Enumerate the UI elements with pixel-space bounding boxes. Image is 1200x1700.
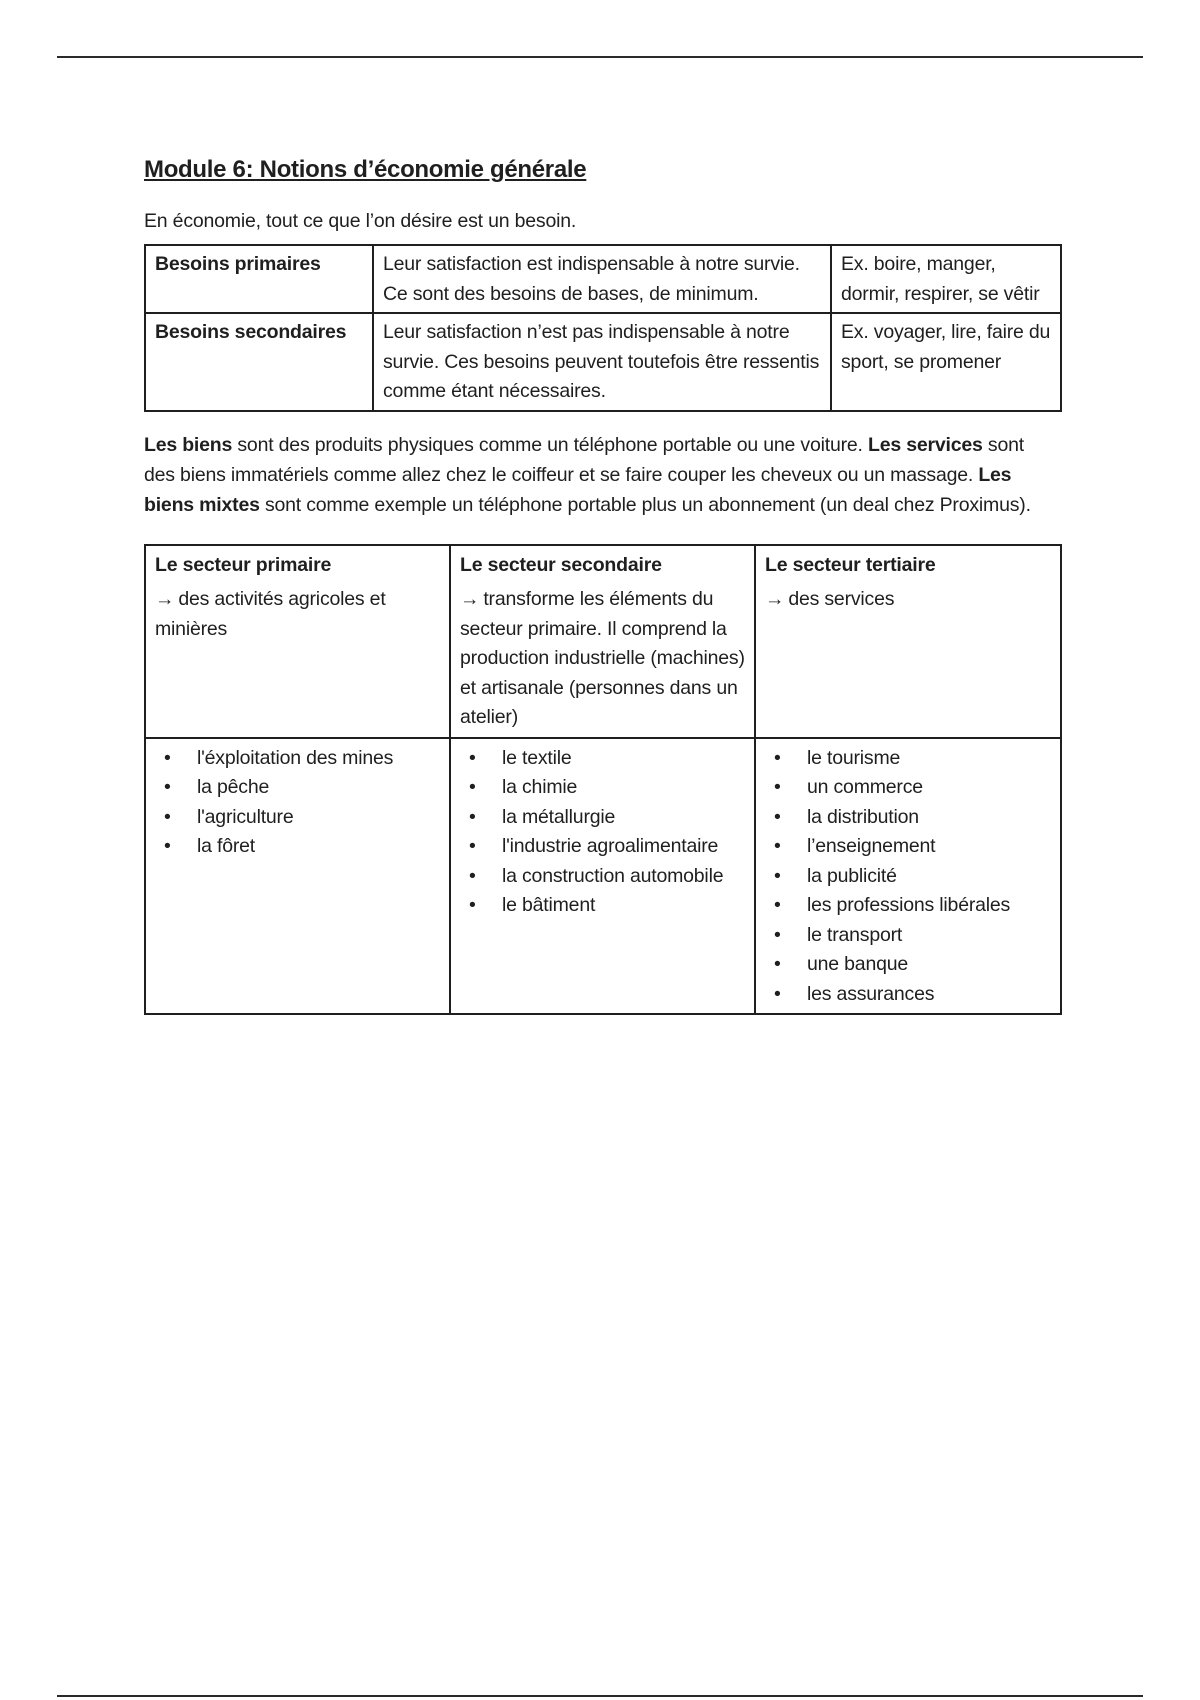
sector-header-cell [450,545,755,738]
list-item-text: une banque [807,953,909,975]
list-item-text: la métallurgie [502,805,616,828]
bullet-icon: • [774,864,781,887]
list-item [765,744,1052,774]
header-rule [57,56,1143,58]
sector-description [155,585,441,644]
bullet-icon: • [774,776,781,798]
bullet-icon: • [469,864,476,887]
sector-description-text: transforme les éléments du secteur primaire. Il comprend la production industrielle (machines) et artisanale (personnes dans un atelier) [460,588,745,728]
list-item-text: le transport [807,923,903,946]
list-item-text: le bâtiment [502,894,596,916]
list-item-text: la distribution [807,805,919,828]
sector-examples-cell [755,738,1061,1015]
footer-rule [57,1695,1143,1697]
sector-title: Le secteur secondaire [460,553,662,576]
document-body [144,156,1060,1015]
bullet-icon: • [774,982,781,1005]
services-text: sont des biens immatériels comme allez chez le coiffeur et se faire couper les cheveux ou un massage. [144,433,1024,486]
arrow-icon: → [765,588,785,610]
list-item [460,744,746,774]
list-item-text: la pêche [197,776,270,798]
list-item [765,921,1052,951]
sector-list [460,744,746,921]
sector-header-row [145,545,1061,738]
bullet-icon: • [774,894,781,916]
list-item [765,803,1052,833]
bullet-icon: • [469,805,476,828]
sector-list [765,744,1052,1010]
list-item-text: la construction automobile [502,864,724,887]
bullet-icon: • [774,746,781,769]
list-item-text: le textile [502,746,572,769]
mixed-goods-text: sont comme exemple un téléphone portable plus un abonnement (un deal chez Proximus). [259,493,1031,516]
sectors-table [144,544,1062,1016]
list-item [460,832,746,862]
intro-text: En économie, tout ce que l’on désire est un besoin. [144,210,577,232]
sector-examples-cell [450,738,755,1015]
sector-header-cell [145,545,450,738]
bullet-icon: • [164,805,171,828]
list-item-text: l'agriculture [197,805,294,828]
list-item [155,803,441,833]
bullet-icon: • [164,835,171,857]
list-item [765,773,1052,803]
term-biens-mixtes: Les biens mixtes [144,463,1012,516]
goods-paragraph [144,430,1060,520]
list-item-text: le tourisme [807,746,901,769]
term-biens: Les biens [144,433,233,456]
list-item-text: la publicité [807,864,897,887]
bullet-icon: • [774,953,781,975]
list-item [155,744,441,774]
list-item-text: un commerce [807,776,923,798]
term-services: Les services [867,433,983,456]
goods-text: sont des produits physiques comme un téléphone portable ou une voiture. [232,433,868,456]
bullet-icon: • [164,776,171,798]
needs-description: Leur satisfaction est indispensable à notre survie. Ce sont des besoins de bases, de minimum. [373,245,831,313]
list-item-text: l'industrie agroalimentaire [502,835,719,857]
needs-examples: Ex. voyager, lire, faire du sport, se promener [831,313,1061,411]
sector-examples-cell [145,738,450,1015]
list-item-text: les assurances [807,982,935,1005]
list-item [765,832,1052,862]
list-item [460,773,746,803]
arrow-icon: → [460,588,480,610]
list-item [460,862,746,892]
sector-examples-row [145,738,1061,1015]
list-item-text: la chimie [502,776,578,798]
sector-title: Le secteur tertiaire [765,553,936,576]
list-item [765,980,1052,1010]
sector-list [155,744,441,862]
needs-examples: Ex. boire, manger, dormir, respirer, se vêtir [831,245,1061,313]
bullet-icon: • [469,746,476,769]
list-item-text: la fôret [197,835,256,857]
needs-description: Leur satisfaction n’est pas indispensable à notre survie. Ces besoins peuvent toutefois être ressentis comme étant nécessaires. [373,313,831,411]
bullet-icon: • [774,835,781,857]
bullet-icon: • [469,776,476,798]
list-item-text: l’enseignement [807,835,936,857]
table-row [145,245,1061,313]
sector-description-text: des activités agricoles et minières [155,588,386,640]
needs-label: Besoins primaires [145,245,373,313]
list-item [155,773,441,803]
bullet-icon: • [469,835,476,857]
arrow-icon: → [155,588,175,610]
list-item [765,950,1052,980]
table-row [145,313,1061,411]
sector-description [765,585,1052,615]
sector-description-text: des services [788,588,895,610]
list-item-text: les professions libérales [807,894,1011,916]
list-item [765,862,1052,892]
bullet-icon: • [774,805,781,828]
page-title: Module 6: Notions d’économie générale [144,156,587,183]
sector-header-cell [755,545,1061,738]
bullet-icon: • [774,923,781,946]
bullet-icon: • [164,746,171,769]
bullet-icon: • [469,894,476,916]
needs-table [144,244,1062,412]
list-item [460,891,746,921]
list-item [460,803,746,833]
needs-label: Besoins secondaires [145,313,373,411]
list-item-text: l'éxploitation des mines [197,746,394,769]
list-item [765,891,1052,921]
sector-title: Le secteur primaire [155,553,332,576]
sector-description [460,585,746,733]
list-item [155,832,441,862]
